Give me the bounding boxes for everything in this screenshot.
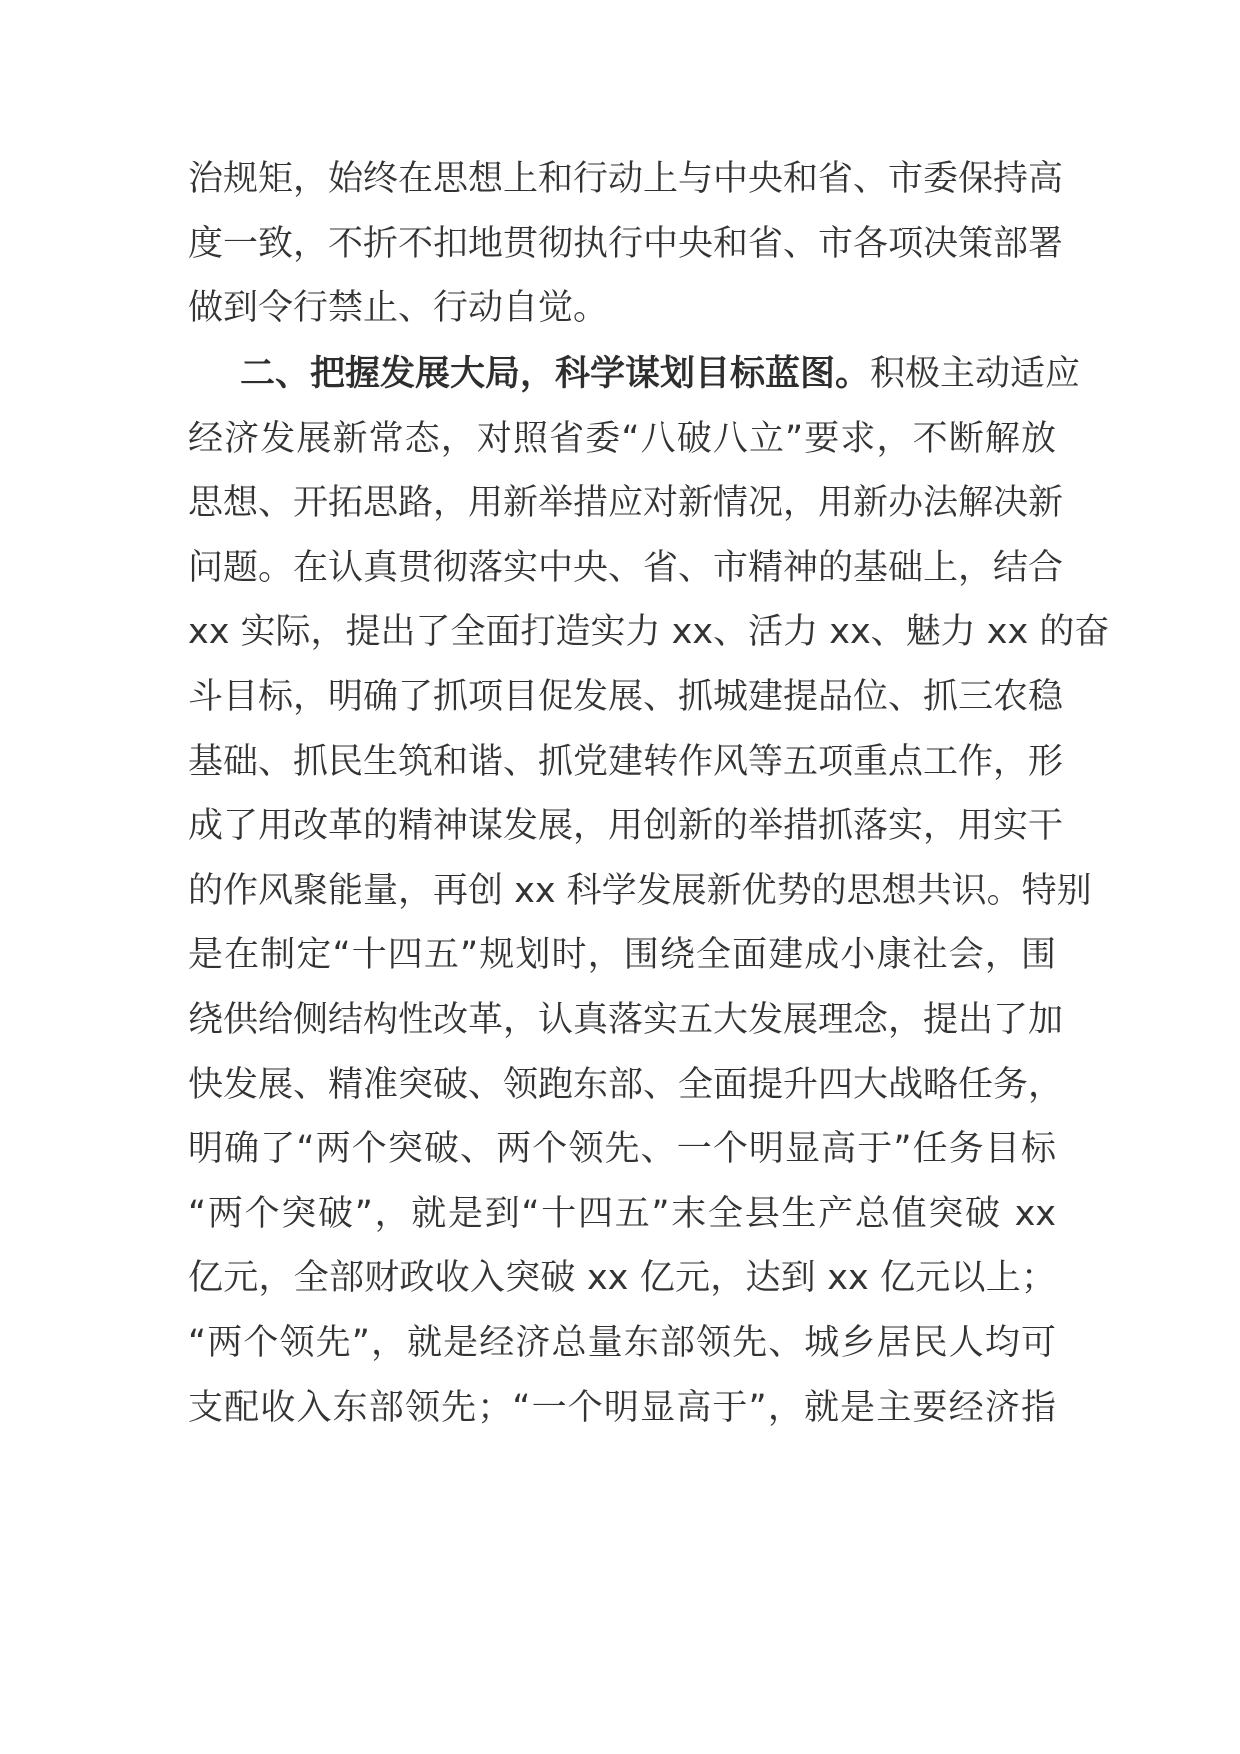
paragraph-2-first-line-rest: 积极主动适应 [870,354,1081,394]
section-heading: 二、把握发展大局，科学谋划目标蓝图。 [240,354,871,394]
paragraph-2-line-10: 是在制定“十四五”规划时，围绕全面建成小康社会，围 [188,935,1056,976]
paragraph-2-line-16: “两个领先”，就是经济总量东部领先、城乡居民人均可 [188,1322,1056,1363]
paragraph-1-line-3: 做到令行禁止、行动自觉。 [188,288,609,329]
paragraph-2-line-17: 支配收入东部领先；“一个明显高于”，就是主要经济指 [188,1387,1056,1428]
paragraph-2 [188,342,1110,1440]
paragraph-2-line-6: 斗目标，明确了抓项目促发展、抓城建提品位、抓三农稳 [188,676,1064,717]
paragraph-2-line-11: 绕供给侧结构性改革，认真落实五大发展理念，提出了加 [188,999,1064,1040]
paragraph-2-line-4: 问题。在认真贯彻落实中央、省、市精神的基础上，结合 [188,547,1064,588]
paragraph-2-line-15: 亿元，全部财政收入突破 xx 亿元，达到 xx 亿元以上； [188,1258,1056,1299]
paragraph-2-line-5: xx 实际，提出了全面打造实力 xx、活力 xx、魅力 xx 的奋 [188,612,1110,653]
paragraph-1-line-1: 治规矩，始终在思想上和行动上与中央和省、市委保持高 [188,159,1064,199]
paragraph-1 [188,147,1064,341]
paragraph-2-line-7: 基础、抓民生筑和谐、抓党建转作风等五项重点工作，形 [188,741,1064,782]
paragraph-2-line-2: 经济发展新常态，对照省委“八破八立”要求，不断解放 [188,418,1056,459]
paragraph-1-line-2: 度一致，不折不扣地贯彻执行中央和省、市各项决策部署 [188,223,1064,264]
paragraph-2-line-3: 思想、开拓思路，用新举措应对新情况，用新办法解决新 [188,483,1064,524]
paragraph-2-line-14: “两个突破”，就是到“十四五”末全县生产总值突破 xx [188,1193,1056,1234]
paragraph-2-line-12: 快发展、精准突破、领跑东部、全面提升四大战略任务， [188,1064,1064,1105]
paragraph-2-line-8: 成了用改革的精神谋发展，用创新的举措抓落实，用实干 [188,806,1064,847]
paragraph-2-line-9: 的作风聚能量，再创 xx 科学发展新优势的思想共识。特别 [188,870,1092,911]
paragraph-2-line-13: 明确了“两个突破、两个领先、一个明显高于”任务目标 [188,1129,1056,1170]
paragraph-2-first-line [188,342,1081,407]
